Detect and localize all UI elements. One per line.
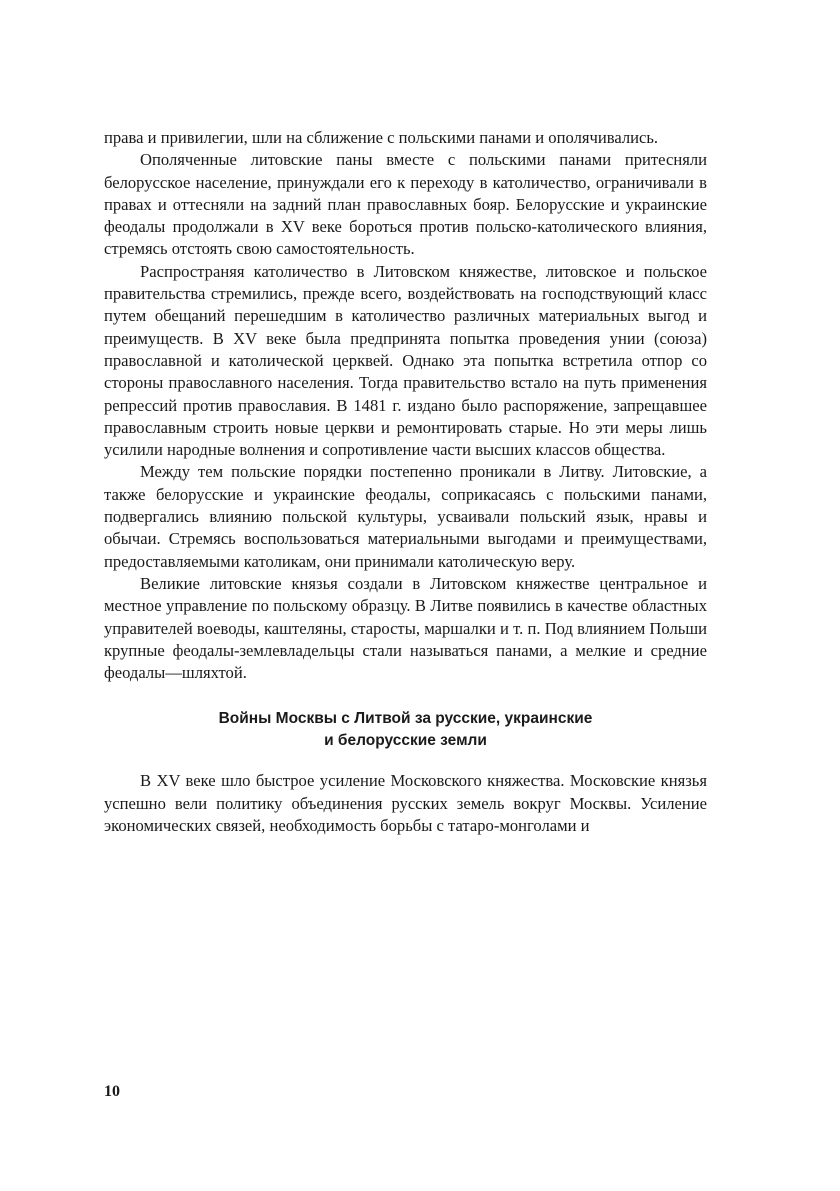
paragraph-polish-customs: Между тем польские порядки постепенно проникали в Литву. Литовские, а также белорусские и украинские феодалы, соприкасаясь с польскими панами, подвергались влиянию польской культуры, усваивали польский язык, нравы и обычаи. Стремясь воспользоваться материальными выгодами и преимуществами, предоставляемыми католикам, они принимали католическую веру. xyxy=(104,462,707,571)
section-heading-line-2: и белорусские земли xyxy=(324,732,487,750)
paragraph-moscow-rise: В XV веке шло быстрое усиление Московского княжества. Московские князья успешно вели политику объединения русских земель вокруг Москвы. Усиление экономических связей, необходимость борьбы с татаро-монголами и xyxy=(104,771,707,836)
section-heading xyxy=(104,708,707,752)
section-heading-line-1: Войны Москвы с Литвой за русские, украинские xyxy=(218,710,593,728)
paragraph-administration: Великие литовские князья создали в Литовском княжестве центральное и местное управление по польскому образцу. В Литве появились в качестве областных управителей воеводы, каштеляны, старосты, маршалки и т. п. Под влиянием Польши крупные феодалы-землевладельцы стали называться панами, а мелкие и средние феодалы—шляхтой. xyxy=(104,573,707,683)
paragraph-catholicism: Распространяя католичество в Литовском княжестве, литовское и польское правительства стремились, прежде всего, воздействовать на господствующий класс путем обещаний перешедшим в католичество различных материальных выгод и преимуществ. В XV веке была предпринята попытка проведения унии (союза) православной и католической церквей. Однако эта попытка встретила отпор со стороны православного населения. Тогда правительство встало на путь применения репрессий против православия. В 1481 г. издано было распоряжение, запрещавшее православным строить новые церкви и ремонтировать старые. Но эти меры лишь усилили народные волнения и сопротивление части высших классов общества. xyxy=(104,261,707,460)
page-body xyxy=(104,127,707,837)
paragraph-polonized-nobles: Ополяченные литовские паны вместе с польскими панами притесняли белорусское население, принуждали его к переходу в католичество, ограничивали в правах и оттесняли на задний план православных бояр. Белорусские и украинские феодалы продолжали в XV веке бороться против польско-католического влияния, стремясь отстоять свою самостоятельность. xyxy=(104,150,707,259)
page-number: 10 xyxy=(104,1083,120,1100)
paragraph-continuation: права и привилегии, шли на сближение с польскими панами и ополячивались. xyxy=(104,128,659,147)
